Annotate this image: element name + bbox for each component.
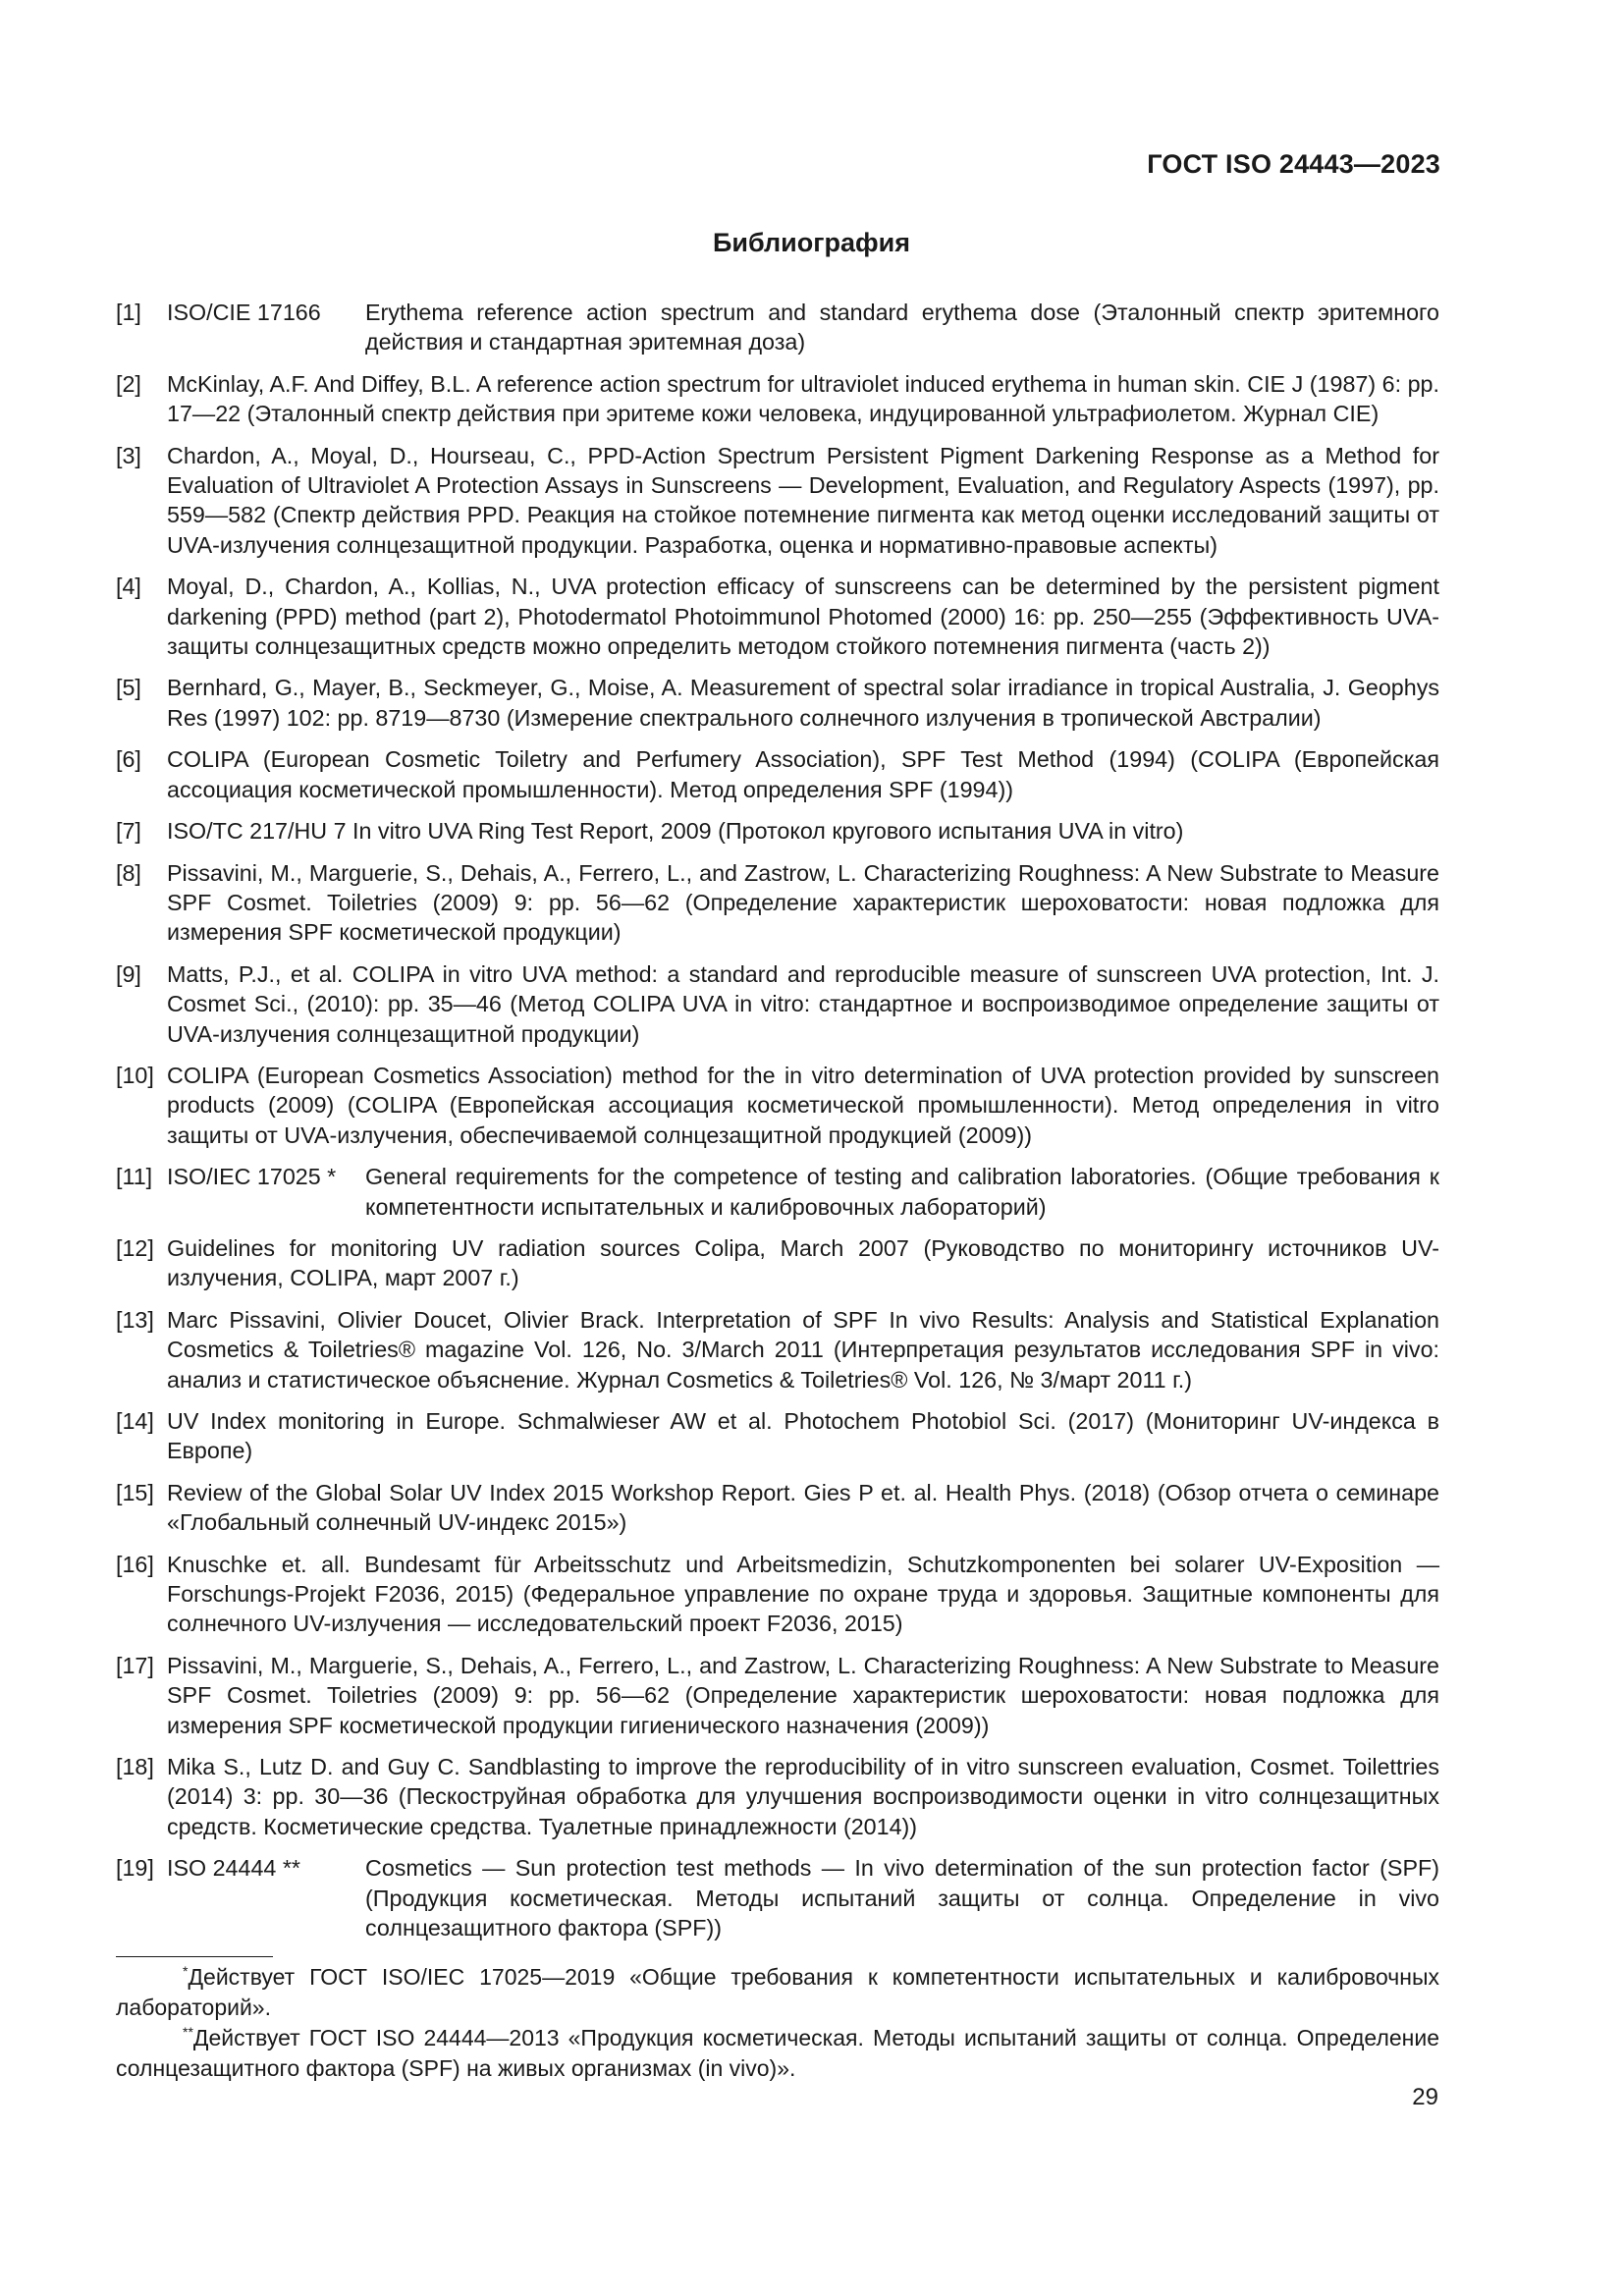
reference-item: [116, 1233, 1439, 1293]
reference-item: [116, 1061, 1439, 1150]
reference-number: [7]: [116, 818, 141, 845]
reference-item: [116, 858, 1439, 948]
reference-number: [13]: [116, 1306, 154, 1333]
reference-text: McKinlay, A.F. And Diffey, B.L. A reference action spectrum for ultraviolet induced erythema in human skin. CIE J (1987) 6: pp. 17—22 (Эталонный спектр действия при эритеме кожи человека, индуцированной ультрафиолетом. Журнал CIE): [167, 370, 1439, 427]
page-title: Библиография: [713, 228, 910, 257]
bibliography-list: [116, 298, 1439, 1955]
footnote: [116, 1962, 1439, 2023]
reference-number: [11]: [116, 1164, 153, 1190]
reference-text: Erythema reference action spectrum and standard erythema dose (Эталонный спектр эритемного действия и стандартная эритемная доза): [365, 300, 1439, 355]
reference-item: [116, 959, 1439, 1049]
reference-text: Chardon, A., Moyal, D., Hourseau, C., PPD-Action Spectrum Persistent Pigment Darkening Response as a Method for Evaluation of Ultraviolet A Protection Assays in Sunscreens — Development, Evaluation, and Regulatory Aspects (1997), pp. 559—582 (Спектр действия PPD. Реакция на стойкое потемнение пигмента как метод оценки исследований защиты от UVA-излучения солнцезащитной продукции. Разработка, оценка и нормативно-правовые аспекты): [167, 442, 1439, 558]
footnote-mark: **: [183, 2024, 193, 2040]
reference-code: ISO/CIE 17166: [167, 300, 321, 325]
reference-number: [9]: [116, 960, 141, 987]
reference-text: Pissavini, M., Marguerie, S., Dehais, A., Ferrero, L., and Zastrow, L. Characterizing Roughness: A New Substrate to Measure SPF Cosmet. Toiletries (2009) 9: pp. 56—62 (Определение характеристик шероховатости: новая подложка для измерения SPF косметической продукции): [167, 859, 1439, 946]
reference-number: [1]: [116, 300, 141, 325]
reference-item: [116, 1478, 1439, 1538]
reference-text: General requirements for the competence of testing and calibration laboratories. (Общие требования к компетентности испытательных и калибровочных лабораторий): [365, 1164, 1439, 1220]
reference-text: COLIPA (European Cosmetics Association) method for the in vitro determination of UVA protection provided by sunscreen products (2009) (COLIPA (Европейская ассоциация косметической промышленности). Метод определения in vitro защиты от UVA-излучения, обеспечиваемой солнцезащитной продукцией (2009)): [167, 1062, 1439, 1148]
reference-item: [116, 1651, 1439, 1740]
reference-number: [4]: [116, 574, 141, 600]
reference-item: [116, 816, 1439, 846]
page-number: 29: [1412, 2084, 1438, 2110]
reference-code: ISO 24444 **: [167, 1855, 300, 1882]
reference-text: Knuschke et. all. Bundesamt für Arbeitsschutz und Arbeitsmedizin, Schutzkomponenten bei solarer UV-Exposition — Forschungs-Projekt F2036, 2015) (Федеральное управление по охране труда и здоровья. Защитные компоненты для солнечного UV-излучения — исследовательский проект F2036, 2015): [167, 1551, 1439, 1637]
reference-number: [3]: [116, 442, 141, 468]
reference-item: [116, 1752, 1439, 1841]
reference-text: Moyal, D., Chardon, A., Kollias, N., UVA protection efficacy of sunscreens can be determined by the persistent pigment darkening (PPD) method (part 2), Photodermatol Photoimmunol Photomed (2000) 16: pp. 250—255 (Эффективность UVA-защиты солнцезащитных средств можно определить методом стойкого потемнения пигмента (часть 2)): [167, 574, 1439, 660]
footnote-separator: [116, 1956, 273, 1957]
reference-item: [116, 298, 1439, 357]
reference-item: [116, 1162, 1439, 1222]
reference-text: ISO/TC 217/HU 7 In vitro UVA Ring Test Report, 2009 (Протокол кругового испытания UVA in vitro): [167, 818, 1184, 845]
reference-number: [18]: [116, 1754, 154, 1780]
footnote-text: Действует ГОСТ ISO 24444—2013 «Продукция косметическая. Методы испытаний защиты от солнца. Определение солнцезащитного фактора (SPF) на живых организмах (in vivo)».: [116, 2025, 1439, 2081]
document-header: ГОСТ ISO 24443—2023: [1147, 149, 1440, 179]
reference-text: Guidelines for monitoring UV radiation sources Colipa, March 2007 (Руководство по мониторингу источников UV-излучения, COLIPA, март 2007 г.): [167, 1234, 1439, 1291]
footnote: [116, 2023, 1439, 2084]
reference-item: [116, 673, 1439, 733]
reference-item: [116, 1550, 1439, 1639]
reference-number: [14]: [116, 1408, 154, 1434]
reference-text: Marc Pissavini, Olivier Doucet, Olivier Brack. Interpretation of SPF In vivo Results: Analysis and Statistical Explanation Cosmetics & Toiletries® magazine Vol. 126, No. 3/March 2011 (Интерпретация результатов исследования SPF in vivo: анализ и статистическое объяснение. Журнал Cosmetics & Toiletries® Vol. 126, № 3/март 2011 г.): [167, 1306, 1439, 1393]
footnote-mark: *: [183, 1963, 189, 1979]
reference-text: Mika S., Lutz D. and Guy C. Sandblasting to improve the reproducibility of in vitro sunscreen evaluation, Cosmet. Toilettries (2014) 3: pp. 30—36 (Пескоструйная обработка для улучшения воспроизводимости оценки in vitro солнцезащитных средств. Косметические средства. Туалетные принадлежности (2014)): [167, 1754, 1439, 1839]
reference-number: [16]: [116, 1551, 154, 1577]
reference-text: Matts, P.J., et al. COLIPA in vitro UVA method: a standard and reproducible measure of sunscreen UVA protection, Int. J. Cosmet Sci., (2010): pp. 35—46 (Метод COLIPA UVA in vitro: стандартное и воспроизводимое определение защиты от UVA-излучения солнцезащитной продукции): [167, 960, 1439, 1047]
reference-item: [116, 1406, 1439, 1466]
reference-number: [5]: [116, 675, 141, 701]
reference-number: [17]: [116, 1652, 154, 1678]
reference-text: COLIPA (European Cosmetic Toiletry and Perfumery Association), SPF Test Method (1994) (COLIPA (Европейская ассоциация косметической промышленности). Метод определения SPF (1994)): [167, 746, 1439, 802]
reference-number: [15]: [116, 1479, 154, 1505]
reference-item: [116, 369, 1439, 429]
reference-text: Cosmetics — Sun protection test methods — In vivo determination of the sun protection factor (SPF) (Продукция косметическая. Методы испытаний защиты от солнца. Определение in vivo солнцезащитного фактора (SPF)): [365, 1855, 1439, 1941]
footnotes: [116, 1962, 1439, 2084]
footnote-text: Действует ГОСТ ISO/IEC 17025—2019 «Общие требования к компетентности испытательных и калибровочных лабораторий».: [116, 1964, 1439, 2020]
reference-item: [116, 572, 1439, 661]
reference-code: ISO/IEC 17025 *: [167, 1164, 337, 1190]
reference-text: Review of the Global Solar UV Index 2015 Workshop Report. Gies P et. al. Health Phys. (2018) (Обзор отчета о семинаре «Глобальный солнечный UV-индекс 2015»): [167, 1479, 1439, 1536]
reference-item: [116, 441, 1439, 561]
reference-item: [116, 1853, 1439, 1942]
reference-text: Bernhard, G., Mayer, B., Seckmeyer, G., Moise, A. Measurement of spectral solar irradiance in tropical Australia, J. Geophys Res (1997) 102: pp. 8719—8730 (Измерение спектрального солнечного излучения в тропической Австралии): [167, 675, 1439, 731]
reference-text: Pissavini, M., Marguerie, S., Dehais, A., Ferrero, L., and Zastrow, L. Characterizing Roughness: A New Substrate to Measure SPF Cosmet. Toiletries (2009) 9: pp. 56—62 (Определение характеристик шероховатости: новая подложка для измерения SPF косметической продукции гигиенического назначения (2009)): [167, 1652, 1439, 1738]
reference-number: [19]: [116, 1855, 154, 1882]
reference-number: [8]: [116, 859, 141, 886]
reference-item: [116, 744, 1439, 804]
reference-number: [12]: [116, 1234, 154, 1261]
reference-number: [6]: [116, 746, 141, 773]
reference-item: [116, 1305, 1439, 1394]
reference-number: [10]: [116, 1062, 154, 1088]
reference-text: UV Index monitoring in Europe. Schmalwieser AW et al. Photochem Photobiol Sci. (2017) (Мониторинг UV-индекса в Европе): [167, 1408, 1439, 1464]
reference-number: [2]: [116, 370, 141, 397]
